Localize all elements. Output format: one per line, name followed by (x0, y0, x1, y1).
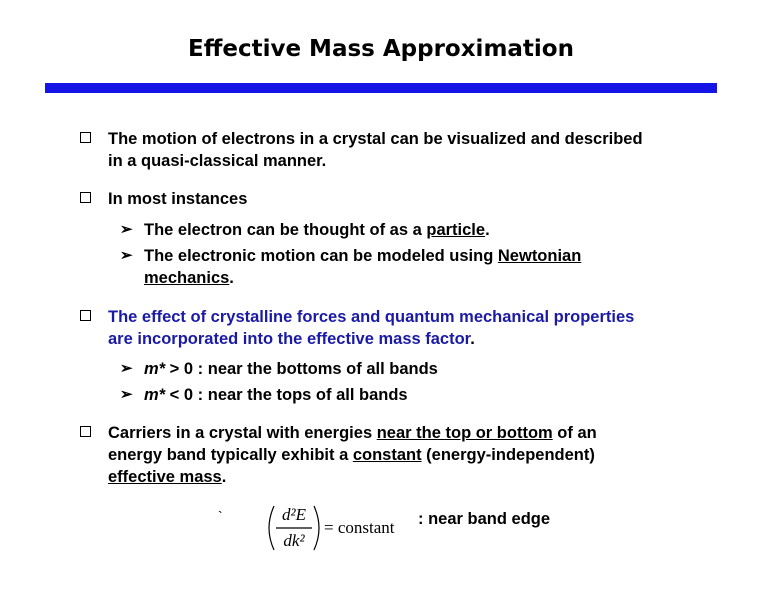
formula-rhs: = constant (324, 518, 395, 537)
underlined-term: Newtonian (497, 247, 582, 265)
left-paren (269, 506, 274, 550)
checkbox-bullet-icon (80, 310, 91, 321)
underlined-term: particle (426, 221, 486, 239)
backtick-mark: ` (218, 508, 223, 524)
checkbox-bullet-icon (80, 426, 91, 437)
bullet-4-line-3: effective mass. (108, 468, 227, 486)
denominator: dk² (283, 531, 305, 550)
slide-title: Effective Mass Approximation (188, 36, 574, 62)
arrowhead-icon: ➢ (120, 360, 133, 377)
sub-bullet-text: The electronic motion can be modeled using Newtonian (144, 247, 582, 265)
checkbox-bullet-icon (80, 192, 91, 203)
formula-note: : near band edge (418, 510, 551, 528)
bullet-1-line-2: in a quasi-classical manner. (108, 152, 327, 170)
bullet-4-line-2: energy band typically exhibit a constant (energy-independent) (108, 446, 595, 464)
checkbox-bullet-icon (80, 132, 91, 143)
sub-bullet-text: The electron can be thought of as a particle. (144, 221, 490, 239)
arrowhead-icon: ➢ (120, 386, 133, 403)
sub-bullet-text-line-2: mechanics. (144, 269, 234, 287)
arrowhead-icon: ➢ (120, 247, 133, 264)
arrowhead-icon: ➢ (120, 221, 133, 238)
bullet-2-line-1: In most instances (108, 190, 248, 208)
bullet-1-line-1: The motion of electrons in a crystal can be visualized and described (108, 130, 643, 148)
sub-bullet-text: m* < 0 : near the tops of all bands (144, 386, 408, 404)
title-underline-bar (45, 83, 717, 93)
formula-graphic (262, 502, 422, 554)
numerator: d²E (282, 505, 306, 524)
bullet-3-line-2: are incorporated into the effective mass factor. (108, 330, 475, 348)
right-paren (314, 506, 319, 550)
bullet-3-line-1: The effect of crystalline forces and quantum mechanical properties (108, 308, 635, 326)
sub-bullet-text: m* > 0 : near the bottoms of all bands (144, 360, 438, 378)
bullet-4-line-1: Carriers in a crystal with energies near the top or bottom of an (108, 424, 597, 442)
